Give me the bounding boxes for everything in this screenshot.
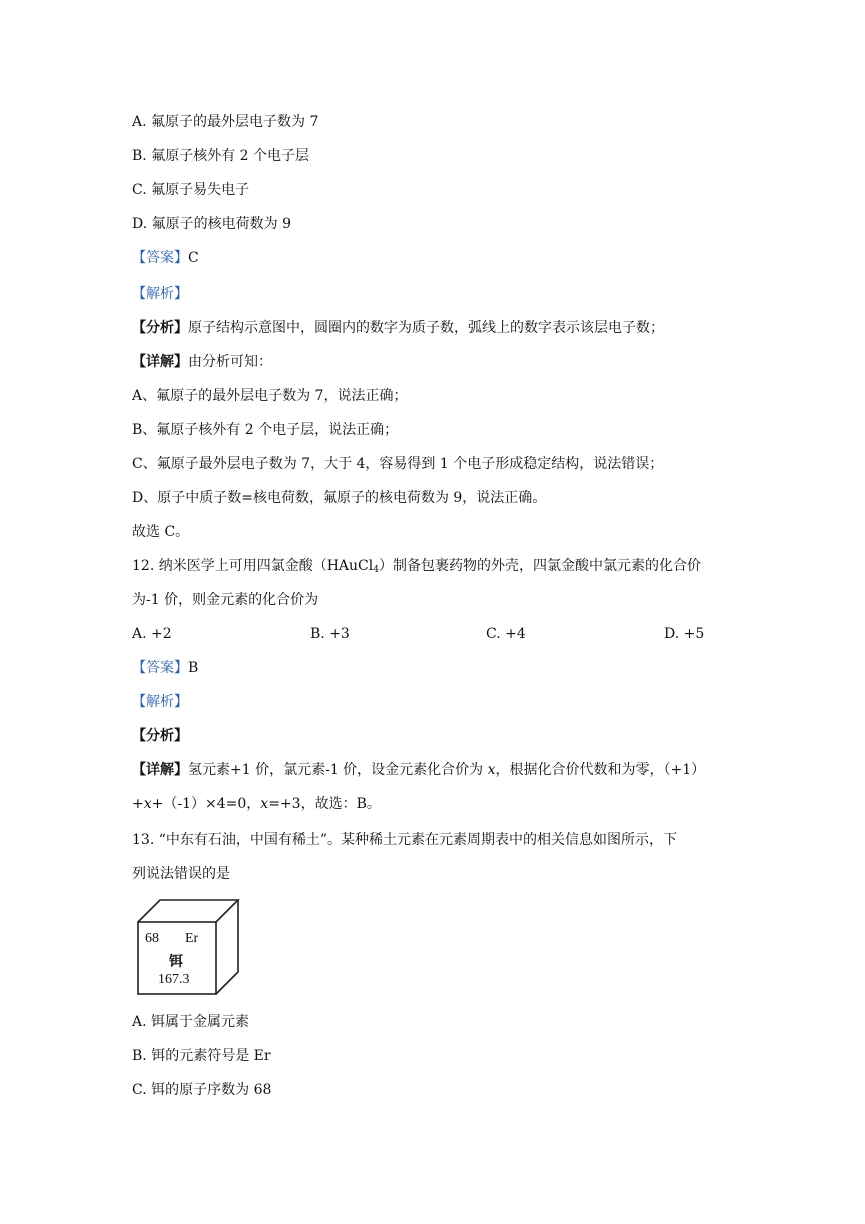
q11-detail-d: D、原子中质子数=核电荷数，氟原子的核电荷数为 9，说法正确。 [132,490,547,506]
analysis-tag: 【解析】 [132,694,188,710]
q11-option-a: A. 氟原子的最外层电子数为 7 [132,114,319,130]
q12-answer [132,658,198,678]
fenxi-text: 原子结构示意图中，圆圈内的数字为质子数，弧线上的数字表示该层电子数； [188,320,664,336]
q11-option-b: B. 氟原子核外有 2 个电子层 [132,148,309,164]
q11-analysis-tag [132,284,188,304]
detail-text-c: =+3，故选：B。 [268,796,381,812]
detail-text-b: +（-1）×4=0， [151,796,261,812]
fenxi-tag: 【分析】 [132,320,188,336]
q13-stem-line1: 13. “中东有石油，中国有稀土”。某种稀土元素在元素周期表中的相关信息如图所示，下 [132,832,678,848]
q11-option-c: C. 氟原子易失电子 [132,182,250,198]
atomic-mass: 167.3 [158,972,190,987]
xiangjie-tag: 【详解】 [132,762,188,778]
q12-stem-pre: 12. 纳米医学上可用四氯金酸（HAuCl [132,558,374,574]
q12-stem-line2: 为-1 价，则金元素的化合价为 [132,592,319,608]
q13-option-b: B. 铒的元素符号是 Er [132,1048,271,1064]
q11-conclusion: 故选 C。 [132,524,190,540]
atomic-number: 68 [145,931,159,946]
answer-value: B [188,660,199,676]
answer-tag: 【答案】 [132,660,188,676]
q11-xiangjie [132,352,272,372]
element-cube-figure [136,898,242,998]
q11-detail-c: C、氟原子最外层电子数为 7，大于 4，容易得到 1 个电子形成稳定结构，说法错误； [132,456,664,472]
q12-option-c: C. +4 [486,626,526,642]
variable-x: x [260,796,269,812]
variable-x: x [143,796,152,812]
q11-answer [132,248,199,268]
q12-option-b: B. +3 [310,626,350,642]
q11-detail-a: A、氟原子的最外层电子数为 7，说法正确； [132,388,408,404]
detail-text-a: 氢元素+1 价，氯元素-1 价，设金元素化合价为 [188,762,488,778]
q13-option-a: A. 铒属于金属元素 [132,1014,250,1030]
q12-fenxi [132,726,188,746]
answer-value: C [188,250,199,266]
q11-fenxi [132,318,664,338]
q12-analysis-tag [132,692,188,712]
variable-x: x [487,762,496,778]
detail-text-a: + [132,796,144,812]
q12-detail-line1 [132,760,705,780]
q12-stem-line1 [132,556,701,576]
q12-detail-line2 [132,794,381,814]
element-name: 铒 [169,954,183,970]
q13-option-c: C. 铒的原子序数为 68 [132,1082,272,1098]
answer-tag: 【答案】 [132,250,188,266]
q11-option-d: D. 氟原子的核电荷数为 9 [132,216,291,232]
q12-stem-post: ）制备包裹药物的外壳，四氯金酸中氯元素的化合价 [378,558,701,574]
q12-option-d: D. +5 [664,626,705,642]
q13-stem-line2: 列说法错误的是 [132,866,230,882]
xiangjie-tag: 【详解】 [132,354,188,370]
detail-text-b: ，根据化合价代数和为零，（+1） [495,762,706,778]
q11-detail-b: B、氟原子核外有 2 个电子层，说法正确； [132,422,399,438]
analysis-tag: 【解析】 [132,286,188,302]
xiangjie-text: 由分析可知： [188,354,272,370]
element-symbol: Er [185,931,199,946]
fenxi-tag: 【分析】 [132,728,188,744]
q12-stem-sub: 4 [373,565,379,575]
q12-option-a: A. +2 [132,626,172,642]
